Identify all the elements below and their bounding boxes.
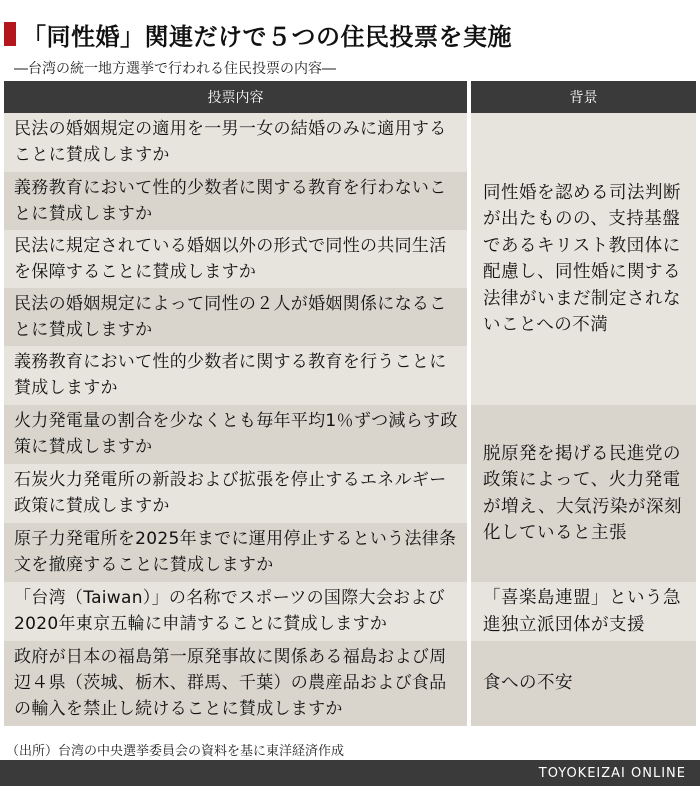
table-row-item-5: 義務教育において性的少数者に関する教育を行うことに賛成しますか <box>4 346 467 405</box>
page-subtitle: ―台湾の統一地方選挙で行われる住民投票の内容― <box>14 61 336 77</box>
table-row-item-9: 「台湾（Taiwan）」の名称でスポーツの国際大会および2020年東京五輪に申請することに賛成しますか <box>4 582 467 641</box>
table-row-item-2: 義務教育において性的少数者に関する教育を行わないことに賛成しますか <box>4 172 467 230</box>
referendum-table <box>4 81 696 726</box>
header-background: 背景 <box>471 81 696 113</box>
background-cell-food-safety: 食への不安 <box>471 641 696 726</box>
background-cell-energy: 脱原発を掲げる民進党の政策によって、火力発電が増え、大気汚染が深刻化していると主張 <box>471 405 696 582</box>
table-row-item-7: 石炭火力発電所の新設および拡張を停止するエネルギー政策に賛成しますか <box>4 464 467 523</box>
background-cell-taiwan-name: 「喜楽島連盟」という急進独立派団体が支援 <box>471 582 696 641</box>
table-row-item-4: 民法の婚姻規定によって同性の２人が婚姻関係になることに賛成しますか <box>4 288 467 346</box>
table-row-item-8: 原子力発電所を2025年までに運用停止するという法律条文を撤廃することに賛成しますか <box>4 523 467 582</box>
table-row-item-1: 民法の婚姻規定の適用を一男一女の結婚のみに適用することに賛成しますか <box>4 113 467 172</box>
background-cell-same-sex-marriage: 同性婚を認める司法判断が出たものの、支持基盤であるキリスト教団体に配慮し、同性婚に関する法律がいまだ制定されないことへの不満 <box>471 113 696 405</box>
footer-brand: TOYOKEIZAI ONLINE <box>538 765 686 781</box>
page-title: 「同性婚」関連だけで５つの住民投票を実施 <box>22 22 512 51</box>
table-row-item-3: 民法に規定されている婚姻以外の形式で同性の共同生活を保障することに賛成しますか <box>4 230 467 288</box>
footer-bar <box>0 760 700 786</box>
title-accent-mark <box>4 22 16 46</box>
table-row-item-6: 火力発電量の割合を少なくとも毎年平均1％ずつ減らす政策に賛成しますか <box>4 405 467 464</box>
table-row-item-10: 政府が日本の福島第一原発事故に関係ある福島および周辺４県（茨城、栃木、群馬、千葉）の農産品および食品の輸入を禁止し続けることに賛成しますか <box>4 641 467 726</box>
title-row <box>4 18 512 50</box>
background-column <box>471 113 696 726</box>
header-vote-content: 投票内容 <box>4 81 467 113</box>
vote-content-column <box>4 113 467 726</box>
source-note: （出所）台湾の中央選挙委員会の資料を基に東洋経済作成 <box>6 744 345 759</box>
